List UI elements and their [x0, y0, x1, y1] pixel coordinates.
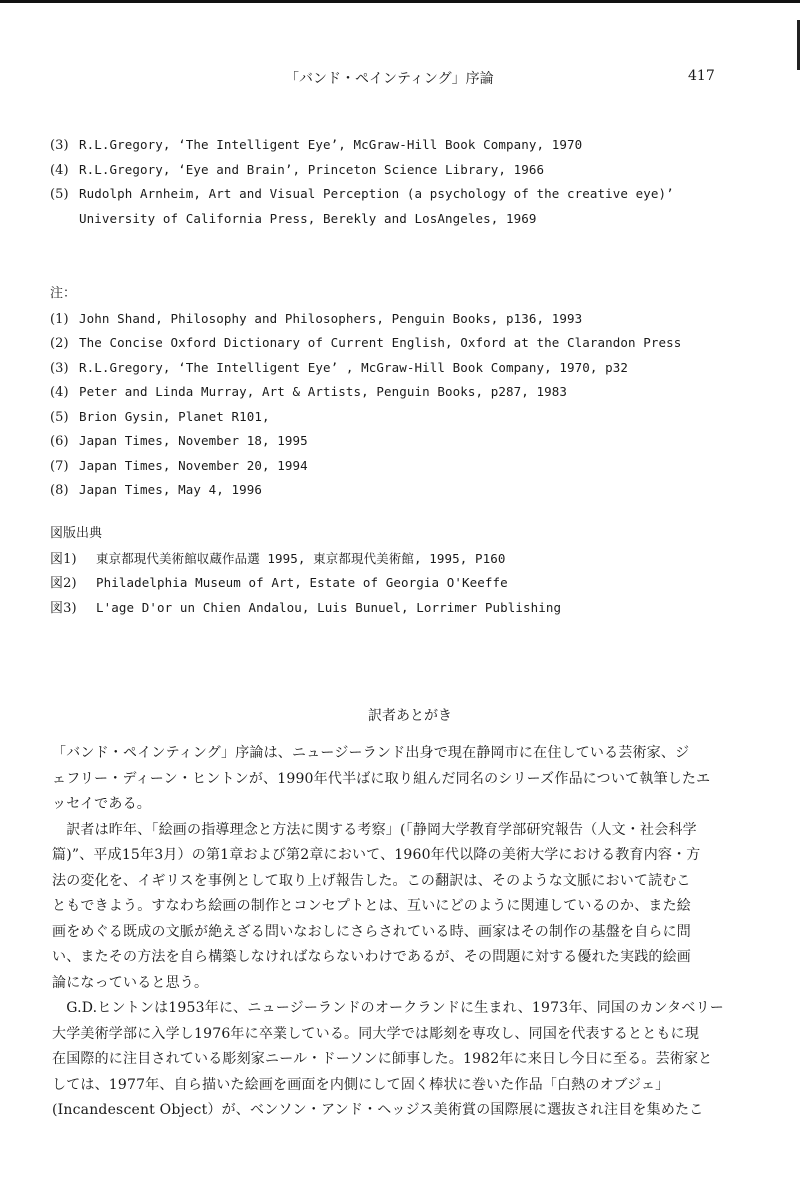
page-header [0, 68, 800, 90]
note-text: Japan Times, November 20, 1994 [79, 457, 308, 473]
figure-source-item [50, 596, 561, 621]
reference-text: University of California Press, Berekly and LosAngeles, 1969 [79, 210, 537, 226]
figure-label: 図1) [50, 551, 77, 567]
note-item [50, 405, 681, 430]
figure-source-item [50, 547, 561, 572]
text-line: しては、1977年、自ら描いた絵画を画面を内側にして固く棒状に巻いた作品「白熱のオブジェ」 [52, 1076, 670, 1093]
reference-text: R.L.Gregory, ‘The Intelligent Eye’, McGraw-Hill Book Company, 1970 [79, 137, 583, 152]
note-number: (1) [50, 311, 69, 327]
note-item [50, 454, 681, 479]
notes-heading: 注： [50, 286, 77, 301]
note-number: (8) [50, 483, 69, 498]
reference-item-continuation [50, 207, 674, 232]
reference-item [50, 133, 674, 158]
figure-source-text: 東京都現代美術館収蔵作品選 1995, 東京都現代美術館, 1995, P160 [96, 550, 506, 566]
postscript-body [52, 741, 732, 1124]
paragraph [52, 996, 732, 1124]
note-text: R.L.Gregory, ‘The Intelligent Eye’ , McGraw-Hill Book Company, 1970, p32 [79, 359, 629, 375]
text-line: ともできよう。すなわち絵画の制作とコンセプトとは、互いにどのように関連しているのか、また絵 [52, 898, 691, 914]
text-line: (Incandescent Object）が、ベンソン・アンド・ヘッジス美術賞の国際展に選抜され注目を集めたこ [52, 1102, 704, 1118]
text-line: 大学美術学部に入学し1976年に卒業している。同大学では彫刻を専攻し、同国を代表するとともに現 [52, 1025, 700, 1042]
scan-edge-top [0, 0, 800, 3]
text-line: 在国際的に注目されている彫刻家ニール・ドーソンに師事した。1982年に来日し今日に至る。芸術家と [52, 1051, 713, 1067]
note-number: (4) [50, 385, 69, 400]
reference-text: R.L.Gregory, ‘Eye and Brain’, Princeton Science Library, 1966 [79, 161, 545, 177]
reference-item [50, 182, 674, 207]
note-item [50, 356, 681, 381]
note-item [50, 331, 681, 356]
note-text: Japan Times, November 18, 1995 [79, 433, 308, 448]
reference-item [50, 158, 674, 183]
reference-number: (5) [50, 187, 69, 202]
note-item [50, 429, 681, 454]
note-text: Peter and Linda Murray, Art & Artists, Penguin Books, p287, 1983 [79, 384, 568, 399]
text-line: 篇)”、平成15年3月）の第1章および第2章において、1960年代以降の美術大学における教育内容・方 [52, 847, 701, 863]
text-line: ッセイである。 [52, 796, 151, 812]
paragraph [52, 818, 732, 997]
page-number: 417 [688, 68, 715, 84]
reference-list [50, 133, 674, 231]
reference-number: (4) [50, 162, 69, 178]
text-line: ェフリー・ディーン・ヒントンが、1990年代半ばに取り組んだ同名のシリーズ作品について執筆したエ [52, 770, 711, 787]
note-text: John Shand, Philosophy and Philosophers, Penguin Books, p136, 1993 [79, 310, 583, 326]
reference-text: Rudolph Arnheim, Art and Visual Perception (a psychology of the creative eye)’ [79, 186, 674, 201]
reference-number: (3) [50, 138, 69, 153]
note-text: Japan Times, May 4, 1996 [79, 482, 263, 497]
figure-source-item [50, 571, 561, 596]
note-number: (2) [50, 336, 69, 351]
note-number: (5) [50, 409, 69, 425]
text-line: 論になっていると思う。 [52, 974, 209, 991]
note-text: Brion Gysin, Planet R101, [79, 408, 270, 424]
note-number: (3) [50, 360, 69, 376]
figure-source-text: Philadelphia Museum of Art, Estate of Georgia O'Keeffe [96, 575, 508, 590]
text-line: い、またその方法を自ら構築しなければならないわけであるが、その問題に対する優れた実践的絵画 [52, 949, 691, 965]
notes-section [50, 282, 681, 503]
figure-sources-heading: 図版出典 [50, 526, 103, 541]
note-item [50, 307, 681, 332]
text-line: G.D.ヒントンは1953年に、ニュージーランドのオークランドに生まれ、1973年、同国のカンタベリー [52, 1000, 724, 1016]
note-item [50, 478, 681, 503]
figure-label: 図3) [50, 600, 77, 616]
postscript-title: 訳者あとがき [368, 708, 452, 724]
running-title: 「バンド・ペインティング」序論 [285, 71, 494, 87]
note-number: (6) [50, 434, 69, 449]
paragraph [52, 741, 732, 818]
figure-label: 図2) [50, 576, 77, 591]
note-text: The Concise Oxford Dictionary of Current English, Oxford at the Clarandon Press [79, 335, 682, 350]
text-line: 画をめぐる既成の文脈が絶えざる問いなおしにさらされている時、画家はその制作の基盤を自らに問 [52, 923, 691, 940]
text-line: 法の変化を、イギリスを事例として取り上げ報告した。この翻訳は、そのような文脈において読むこ [52, 872, 691, 889]
figure-sources-section [50, 522, 561, 620]
text-line: 「バンド・ペインティング」序論は、ニュージーランド出身で現在静岡市に在住している芸術家、ジ [52, 745, 690, 761]
figure-source-text: L'age D'or un Chien Andalou, Luis Bunuel, Lorrimer Publishing [96, 599, 562, 615]
text-line: 訳者は昨年、「絵画の指導理念と方法に関する考察」(「静岡大学教育学部研究報告（人文・社会科学 [52, 821, 697, 838]
note-item [50, 380, 681, 405]
note-number: (7) [50, 458, 69, 474]
